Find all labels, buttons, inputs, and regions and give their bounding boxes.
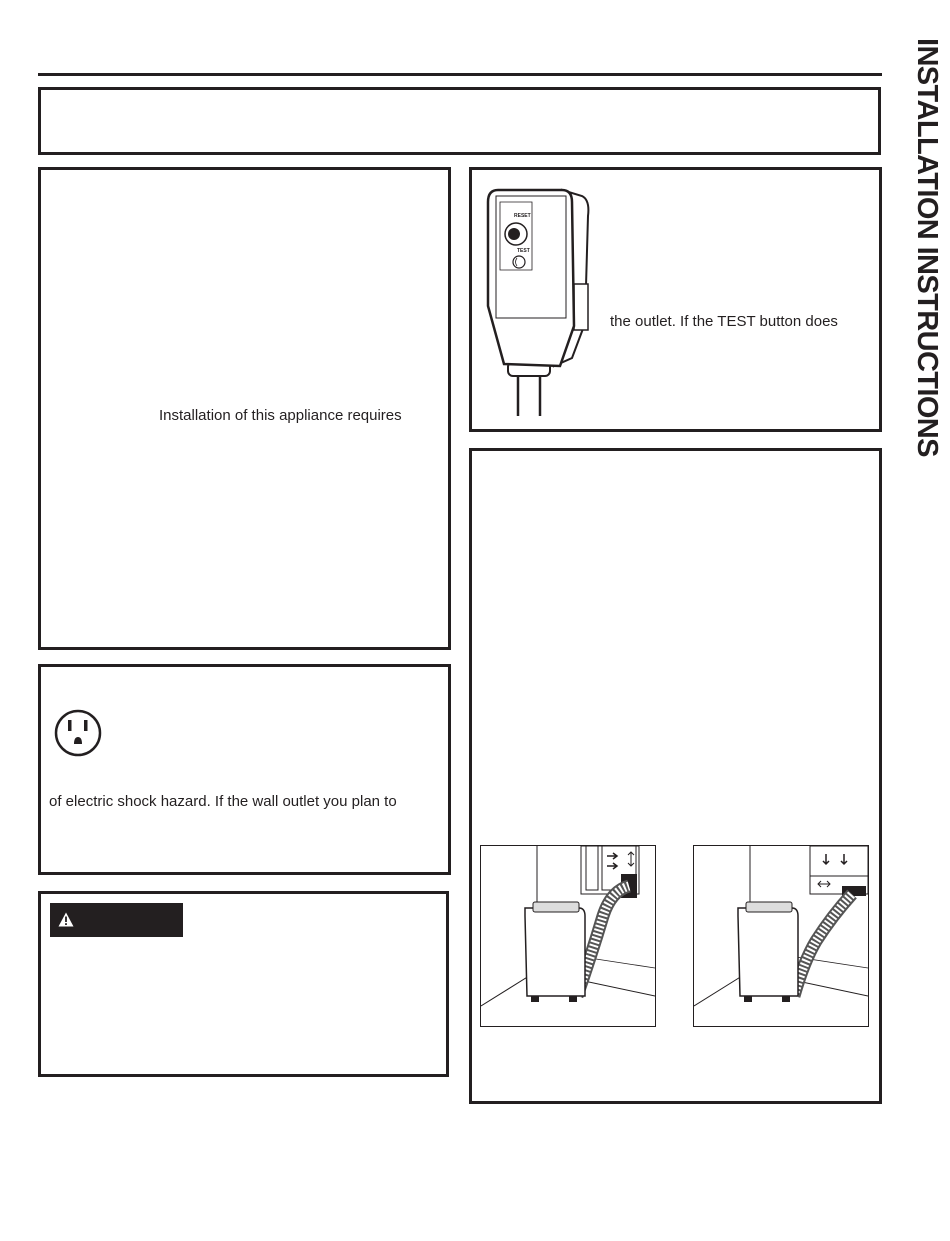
window-illustration-sliding [480,845,656,1027]
side-title [903,38,943,518]
warning-triangle-icon [58,912,74,927]
header-rule [38,73,882,76]
gfci-reset-label: RESET [514,213,531,219]
grounded-outlet-icon [53,708,103,758]
window-illustration-double-hung [693,845,869,1027]
warning-badge [50,903,183,937]
left-top-text: Installation of this appliance requires [159,407,402,424]
header-box [38,87,881,155]
gfci-plug-illustration [484,186,596,416]
side-title-text: INSTALLATION INSTRUCTIONS [911,38,943,457]
gfci-test-label: TEST [517,248,530,254]
gfci-text: the outlet. If the TEST button does [610,313,838,330]
outlet-text: of electric shock hazard. If the wall outlet you plan to [49,793,397,810]
outlet-box [38,664,451,875]
